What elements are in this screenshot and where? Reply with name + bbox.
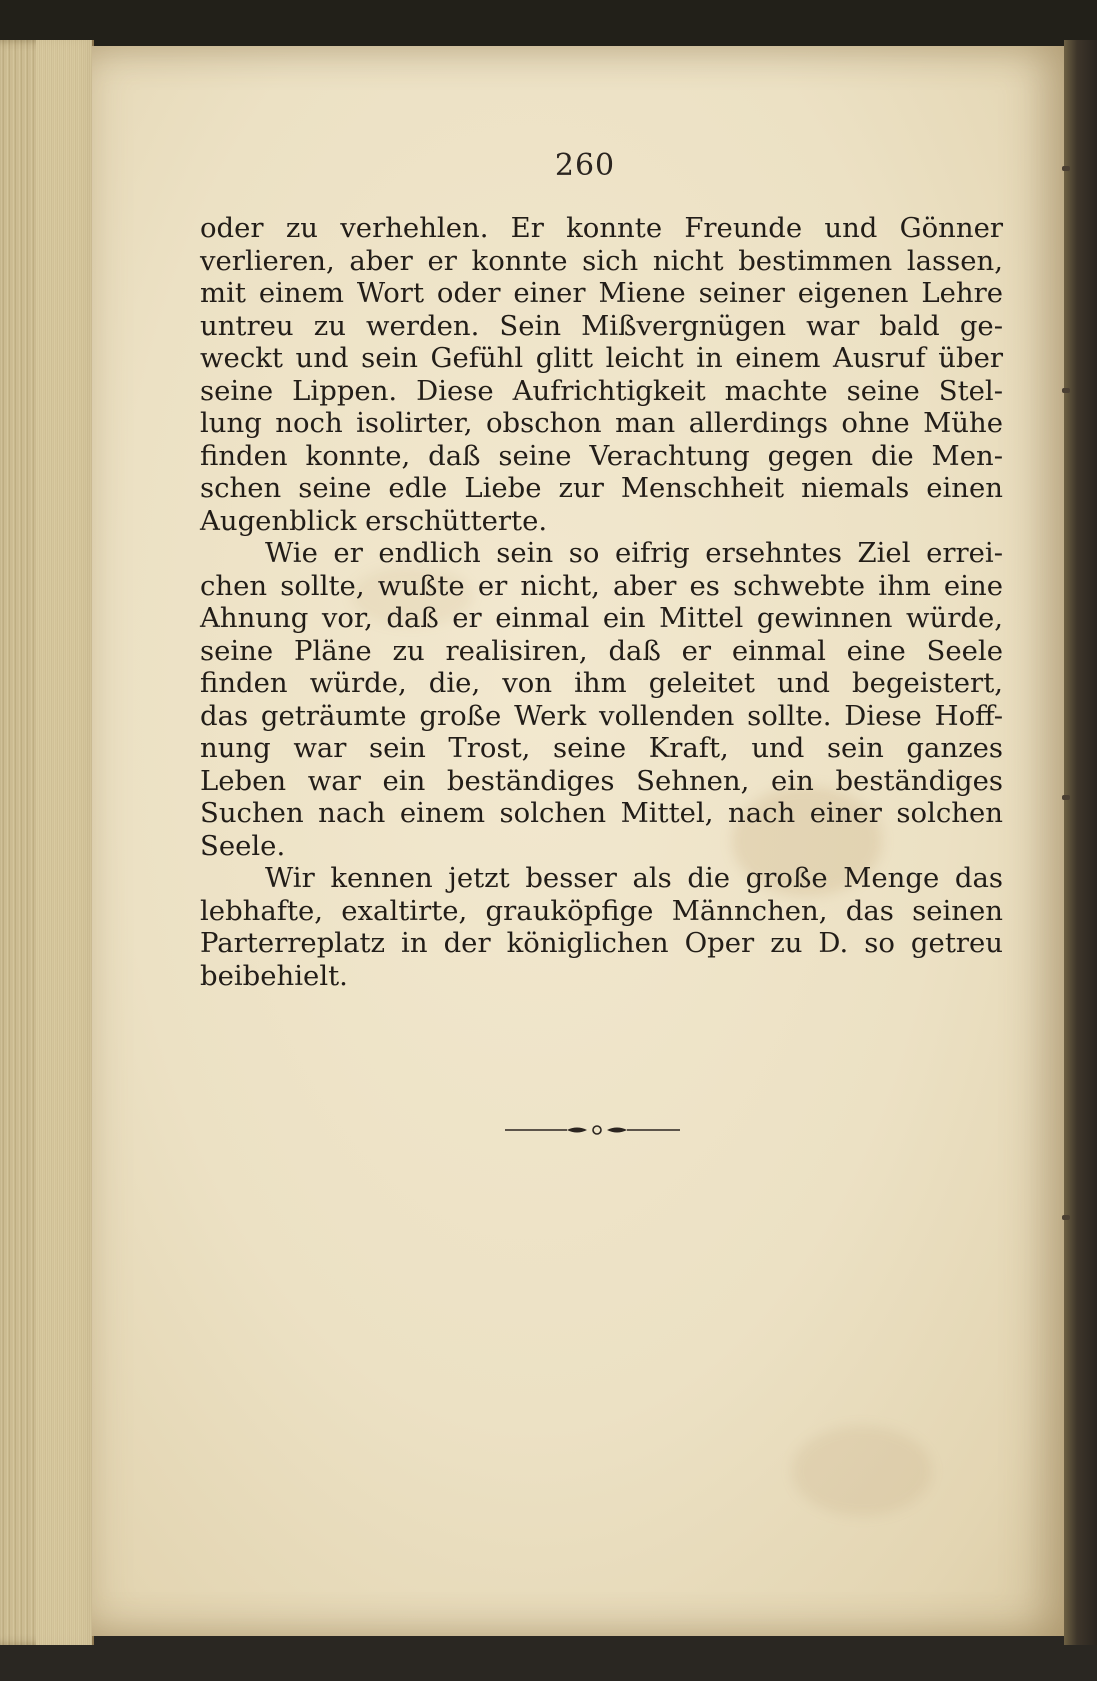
text-line: Parterreplatz in der königlichen Oper zu D. so getreu bbox=[200, 927, 1003, 959]
text-line: seine Pläne zu realisiren, daß er einmal eine Seele bbox=[200, 634, 1003, 667]
page-number: 260 bbox=[554, 148, 616, 183]
book-binding bbox=[1064, 40, 1097, 1645]
text-line: schen seine edle Liebe zur Menschheit niemals einen bbox=[200, 472, 1003, 504]
text-line: Seele. bbox=[200, 829, 286, 862]
text-line: Ahnung vor, daß er einmal ein Mittel gewinnen würde, bbox=[200, 602, 1003, 634]
text-line: verlieren, aber er konnte sich nicht bestimmen lassen, bbox=[200, 244, 1003, 277]
text-line: das geträumte große Werk vollenden sollte. Diese Hoff- bbox=[200, 699, 1003, 732]
text-line: beibehielt. bbox=[200, 959, 348, 992]
body-text bbox=[200, 212, 1003, 992]
text-line: finden konnte, daß seine Verachtung gegen die Men- bbox=[200, 439, 1003, 472]
text-line: lung noch isolirter, obschon man allerdings ohne Mühe bbox=[200, 407, 1003, 439]
text-line: lebhafte, exaltirte, grauköpfige Männchen, das seinen bbox=[200, 894, 1003, 927]
text-line: Wir kennen jetzt besser als die große Menge das bbox=[265, 862, 1003, 894]
text-line: Augenblick erschütterte. bbox=[200, 504, 548, 537]
end-ornament-icon bbox=[505, 1122, 680, 1138]
edge-mark bbox=[1062, 1215, 1070, 1220]
text-line: finden würde, die, von ihm geleitet und begeistert, bbox=[200, 667, 1003, 699]
text-line: Wie er endlich sein so eifrig ersehntes Ziel errei- bbox=[265, 537, 1003, 569]
text-line: Leben war ein beständiges Sehnen, ein beständiges bbox=[200, 764, 1003, 797]
paper-stain bbox=[792, 1426, 932, 1516]
page-edges-inner bbox=[36, 40, 92, 1645]
text-line: oder zu verhehlen. Er konnte Freunde und Gönner bbox=[200, 212, 1003, 244]
text-line: untreu zu werden. Sein Mißvergnügen war bald ge- bbox=[200, 309, 1003, 342]
text-line: weckt und sein Gefühl glitt leicht in einem Ausruf über bbox=[200, 342, 1003, 374]
text-line: seine Lippen. Diese Aufrichtigkeit machte seine Stel- bbox=[200, 374, 1003, 407]
edge-mark bbox=[1062, 795, 1070, 800]
text-line: chen sollte, wußte er nicht, aber es schwebte ihm eine bbox=[200, 569, 1003, 602]
edge-mark bbox=[1062, 166, 1070, 171]
text-line: mit einem Wort oder einer Miene seiner eigenen Lehre bbox=[200, 277, 1003, 309]
text-line: nung war sein Trost, seine Kraft, und sein ganzes bbox=[200, 732, 1003, 764]
edge-mark bbox=[1062, 388, 1070, 393]
text-line: Suchen nach einem solchen Mittel, nach einer solchen bbox=[200, 797, 1003, 829]
page-edges-left bbox=[0, 40, 94, 1645]
